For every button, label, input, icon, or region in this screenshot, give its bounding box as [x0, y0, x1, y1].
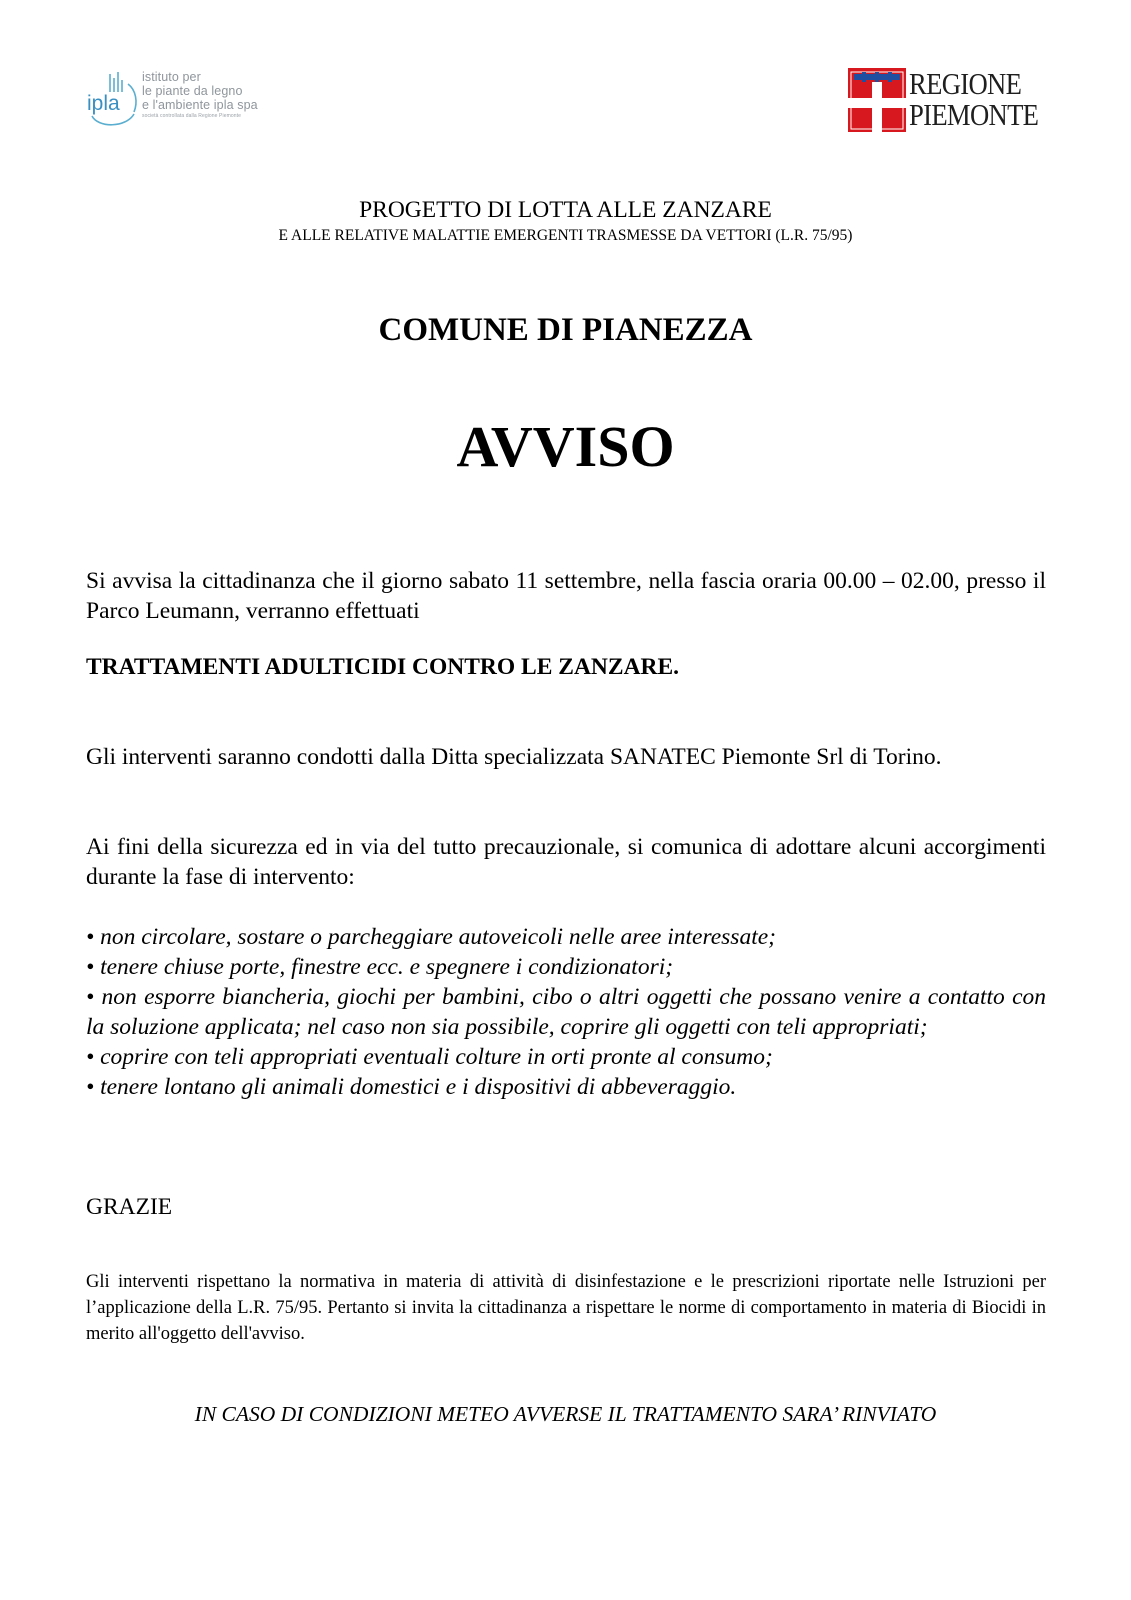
legal-note: Gli interventi rispettano la normativa in materia di attività di disinfestazione e le prescrizioni riportate nelle Istruzioni per l’applicazione della L.R. 75/95. Pertanto si invita la cittadinanza a rispettare le norme di comportamento in materia di Biocidi in merito all'oggetto dell'avviso. [86, 1272, 1046, 1344]
regione-logo-text [909, 68, 1038, 130]
list-item: • coprire con teli appropriati eventuali colture in orti pronte al consumo; [86, 1044, 773, 1070]
ipla-logo-text [142, 70, 258, 120]
municipality-heading: COMUNE DI PIANEZZA [378, 312, 753, 348]
ipla-logo [86, 68, 276, 132]
precaution-paragraph: Ai fini della sicurezza ed in via del tutto precauzionale, si comunica di adottare alcuni accorgimenti durante la fase di intervento: [86, 834, 1046, 890]
notice-heading: AVVISO [456, 414, 675, 479]
ipla-mark-text: ipla [87, 92, 120, 115]
weather-notice: IN CASO DI CONDIZIONI METEO AVVERSE IL TRATTAMENTO SARA’ RINVIATO [194, 1402, 937, 1426]
regione-line-1: REGIONE [909, 66, 1022, 101]
precaution-list [86, 922, 1046, 1102]
regione-line-2: PIEMONTE [909, 97, 1039, 132]
piemonte-flag-icon [848, 68, 906, 132]
project-subtitle: E ALLE RELATIVE MALATTIE EMERGENTI TRASMESSE DA VETTORI (L.R. 75/95) [278, 227, 853, 244]
ipla-logo-mark [86, 72, 140, 128]
regione-piemonte-logo [848, 68, 1048, 134]
list-item: • non circolare, sostare o parcheggiare autoveicoli nelle aree interessate; [86, 924, 776, 950]
project-title: PROGETTO DI LOTTA ALLE ZANZARE [359, 197, 772, 223]
treatment-heading: TRATTAMENTI ADULTICIDI CONTRO LE ZANZARE. [86, 654, 680, 680]
contractor-paragraph: Gli interventi saranno condotti dalla Ditta specializzata SANATEC Piemonte Srl di Torino. [86, 744, 942, 770]
thanks-text: GRAZIE [86, 1194, 173, 1220]
list-item: • non esporre biancheria, giochi per bambini, cibo o altri oggetti che possano venire a contatto con la soluzione applicata; nel caso non sia possibile, coprire gli oggetti con teli appropriati; [86, 984, 1046, 1040]
list-item: • tenere lontano gli animali domestici e i dispositivi di abbeveraggio. [86, 1074, 737, 1100]
ipla-line-1: istituto per [142, 70, 201, 84]
ipla-line-2: le piante da legno [142, 84, 243, 98]
list-item: • tenere chiuse porte, finestre ecc. e spegnere i condizionatori; [86, 954, 674, 980]
ipla-line-3: e l'ambiente ipla spa [142, 98, 258, 112]
ipla-subline: società controllata dalla Regione Piemonte [142, 113, 241, 119]
intro-paragraph: Si avvisa la cittadinanza che il giorno sabato 11 settembre, nella fascia oraria 00.00 – 02.00, presso il Parco Leumann, verranno effettuati [86, 568, 1046, 624]
